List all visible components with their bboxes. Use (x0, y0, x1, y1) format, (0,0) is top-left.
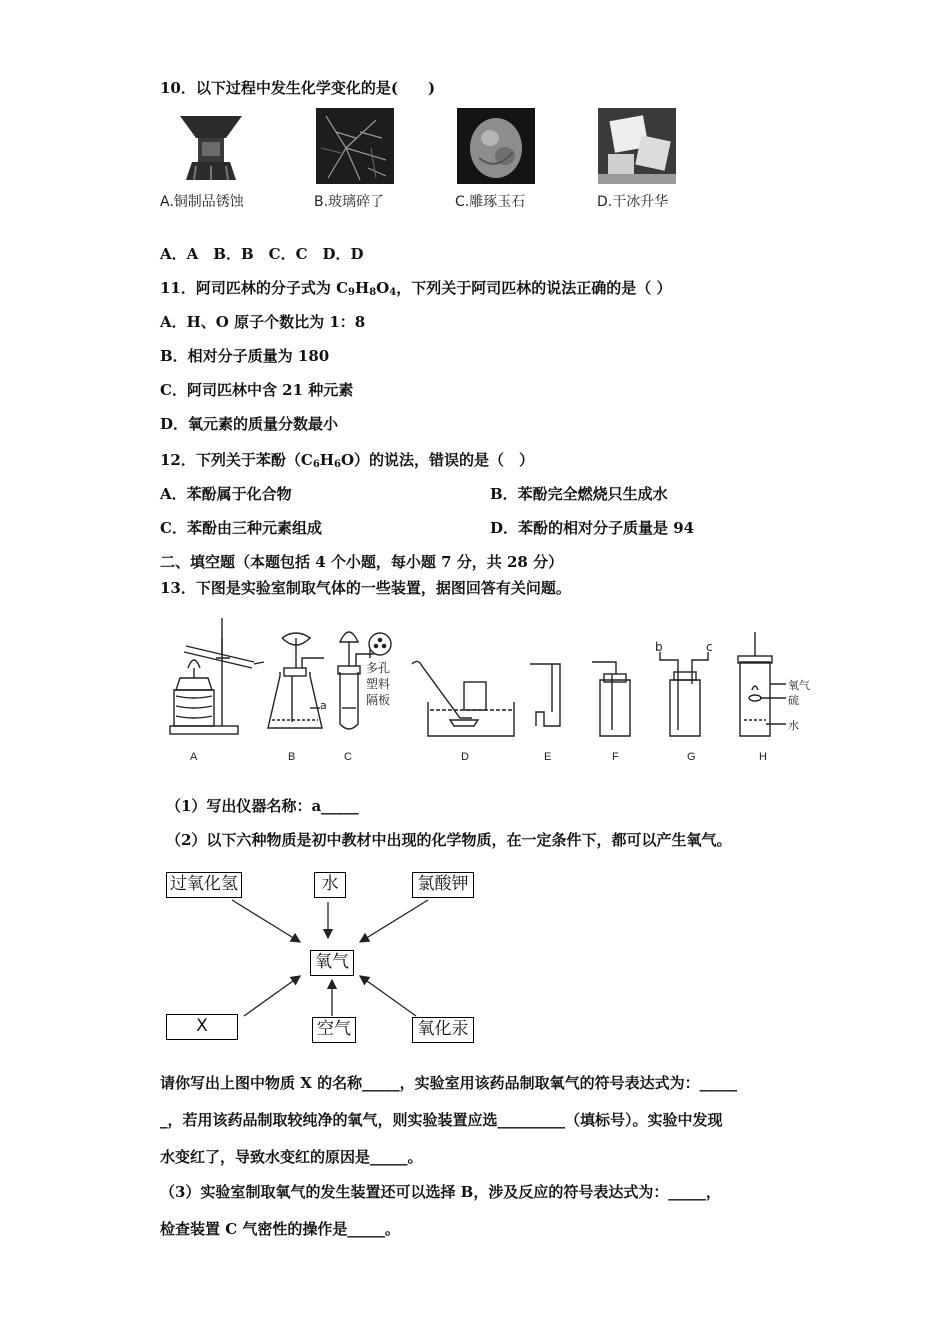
box-x: X (166, 1014, 238, 1040)
box-oxygen: 氧气 (310, 950, 354, 976)
q12-option-b: B．苯酚完全燃烧只生成水 (490, 485, 668, 503)
q11-option-b: B．相对分子质量为 180 (160, 347, 330, 365)
label-b: b (655, 640, 663, 654)
dry-ice-picture (598, 108, 676, 184)
q10-options: A．A B．B C．C D．D (160, 245, 364, 263)
bronze-vessel-picture (172, 108, 250, 184)
q11-option-c: C．阿司匹林中含 21 种元素 (160, 381, 354, 399)
q13-para2: _，若用该药品制取较纯净的氧气，则实验装置应选_________（填标号）。实验中发现 (160, 1111, 723, 1129)
apparatus-label-c: C (344, 751, 352, 763)
q13-part2: （2）以下六种物质是初中教材中出现的化学物质，在一定条件下，都可以产生氧气。 (166, 831, 732, 849)
q13-part3: （3）实验室制取氧气的发生装置还可以选择 B，涉及反应的符号表达式为：_____， (160, 1183, 721, 1201)
q13-stem: 13．下图是实验室制取气体的一些装置，据图回答有关问题。 (160, 579, 571, 597)
apparatus-label-f: F (612, 751, 619, 763)
label-c: c (706, 640, 713, 654)
apparatus-figure (160, 612, 840, 748)
q13-para1: 请你写出上图中物质 X 的名称_____，实验室用该药品制取氧气的符号表达式为：_____ (160, 1074, 738, 1092)
q12-stem: 12．下列关于苯酚$(C_6H_6O)$的说法，错误的是（ ） (160, 451, 535, 470)
q13-part3b: 检查装置 C 气密性的操作是_____。 (160, 1220, 400, 1238)
apparatus-label-h: H (759, 751, 767, 763)
apparatus-label-g: G (687, 751, 696, 763)
q10-caption-a: A.铜制品锈蚀 (160, 194, 244, 210)
c-note: 多孔 塑料 隔板 (366, 661, 391, 707)
label-a: a (320, 699, 327, 712)
box-potassium-chlorate: 氯酸钾 (412, 872, 474, 898)
q12-option-c: C．苯酚由三种元素组成 (160, 519, 322, 537)
box-hydrogen-peroxide: 过氧化氢 (166, 872, 242, 898)
broken-glass-picture (316, 108, 394, 184)
carved-jade-picture (457, 108, 535, 184)
q10-caption-c: C.雕琢玉石 (455, 194, 526, 210)
q10-caption-b: B.玻璃碎了 (314, 194, 385, 210)
apparatus-label-a: A (190, 751, 198, 763)
h-note-oxygen: 氧气 (788, 679, 810, 692)
box-mercury-oxide: 氧化汞 (412, 1017, 474, 1043)
h-note-sulfur: 硫 (788, 694, 799, 707)
q10-stem: 10．以下过程中发生化学变化的是( ) (160, 79, 436, 97)
apparatus-label-b: B (288, 751, 296, 763)
q11-option-d: D．氧元素的质量分数最小 (160, 415, 339, 433)
q13-part1: （1）写出仪器名称：a_____ (166, 797, 359, 815)
q12-option-a: A．苯酚属于化合物 (160, 485, 292, 503)
h-note-water: 水 (788, 719, 799, 732)
q12-option-d: D．苯酚的相对分子质量是 94 (490, 519, 695, 537)
section-heading: 二、填空题（本题包括 4 个小题，每小题 7 分，共 28 分） (160, 553, 564, 571)
q11-option-a: A．H、O 原子个数比为 1：8 (160, 313, 366, 331)
q10-caption-d: D.干冰升华 (597, 194, 669, 210)
box-air: 空气 (312, 1017, 356, 1043)
q11-stem: 11．阿司匹林的分子式为 $C_9H_8O_4$，下列关于阿司匹林的说法正确的是（ ） (160, 279, 672, 298)
box-water: 水 (314, 872, 346, 898)
apparatus-label-e: E (544, 751, 552, 763)
apparatus-label-d: D (461, 751, 469, 763)
q13-para3: 水变红了，导致水变红的原因是_____。 (160, 1148, 423, 1166)
